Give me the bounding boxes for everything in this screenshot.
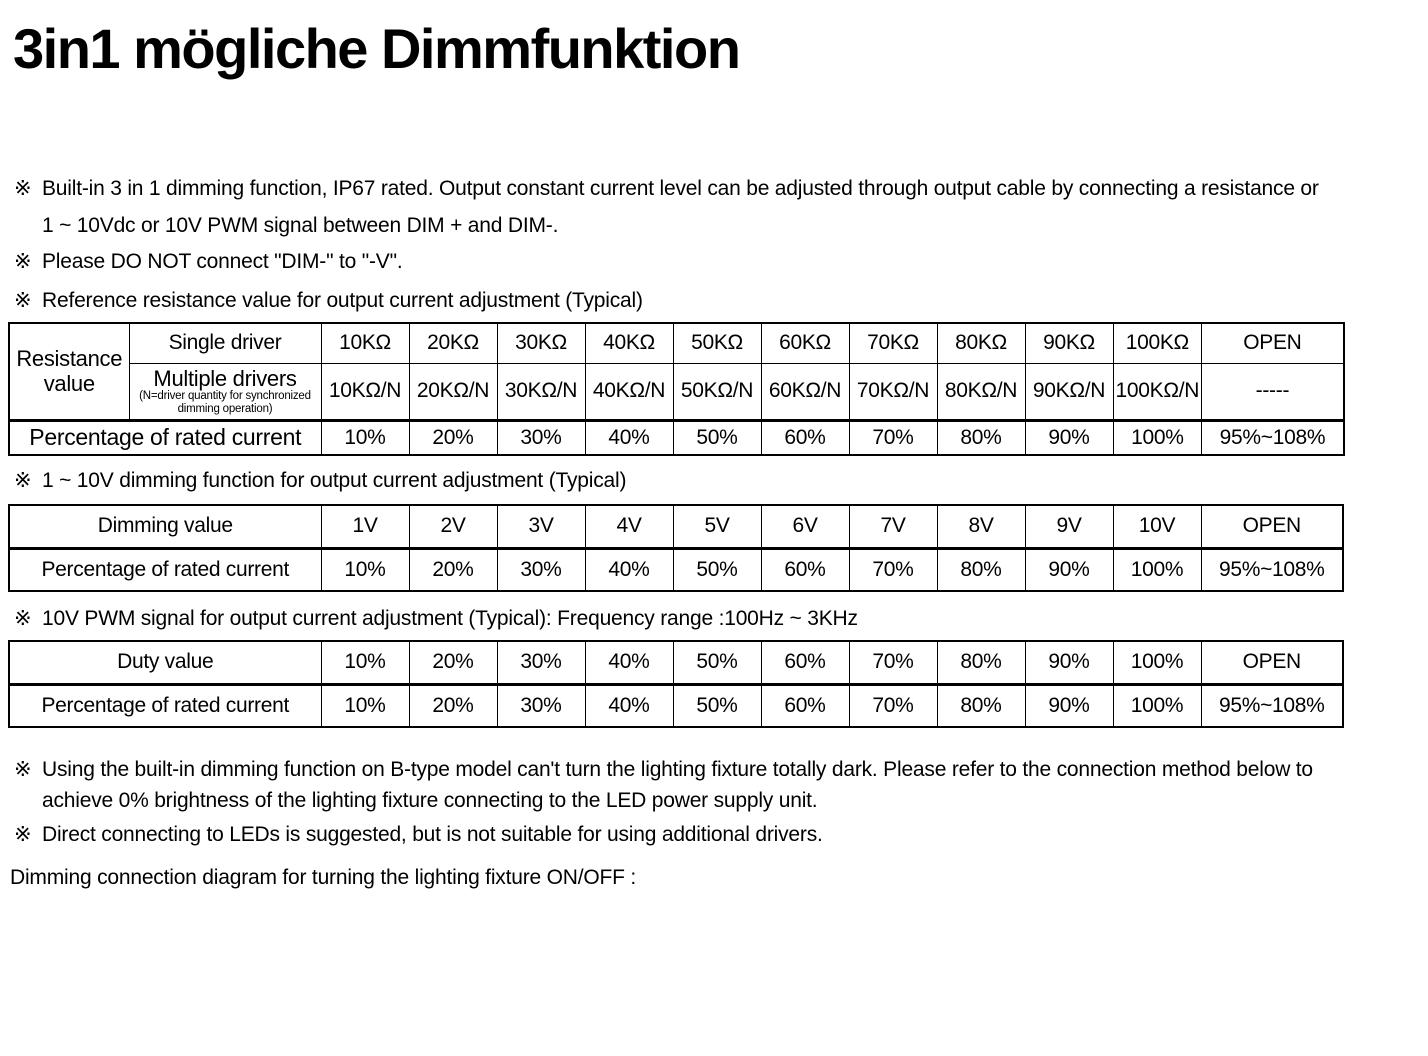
resistance-percentage-cell: 60% bbox=[761, 420, 849, 455]
duty-value-cell: OPEN bbox=[1201, 641, 1343, 684]
heading-text: Reference resistance value for output current adjustment (Typical) bbox=[42, 289, 643, 312]
resistance-percentage-cell: 10% bbox=[321, 420, 409, 455]
resistance-percentage-cell: 20% bbox=[409, 420, 497, 455]
resistance-percentage-cell: 80% bbox=[937, 420, 1025, 455]
duty-value-cell: 20% bbox=[409, 641, 497, 684]
note-text-line: 1 ~ 10Vdc or 10V PWM signal between DIM + and DIM-. bbox=[42, 214, 559, 237]
duty-percentage-cell: 90% bbox=[1025, 684, 1113, 727]
note-builtin-dimming bbox=[14, 170, 1319, 244]
pwm-table-heading bbox=[14, 606, 858, 632]
resistance-single-cell: 40KΩ bbox=[585, 323, 673, 363]
resistance-percentage-cell: 40% bbox=[585, 420, 673, 455]
resistance-multiple-cell: 100KΩ/N bbox=[1113, 363, 1202, 420]
resistance-multiple-cell: 70KΩ/N bbox=[849, 363, 937, 420]
multiple-drivers-note: (N=driver quantity for synchronized dimming operation) bbox=[139, 390, 311, 415]
duty-value-label: Duty value bbox=[9, 641, 321, 684]
duty-value-cell: 70% bbox=[849, 641, 937, 684]
dimming-percentage-cell: 60% bbox=[761, 548, 849, 591]
resistance-percentage-cell: 95%~108% bbox=[1202, 420, 1344, 455]
dimming-percentage-cell: 100% bbox=[1113, 548, 1201, 591]
resistance-single-cell: 90KΩ bbox=[1025, 323, 1113, 363]
note-text-line: achieve 0% brightness of the lighting fixture connecting to the LED power supply unit. bbox=[42, 789, 818, 812]
reference-mark-icon: ※ bbox=[14, 758, 32, 781]
note-direct-connecting bbox=[14, 822, 823, 848]
multiple-drivers-label bbox=[129, 363, 321, 420]
dimming-value-cell: OPEN bbox=[1201, 505, 1343, 548]
resistance-single-cell: 20KΩ bbox=[409, 323, 497, 363]
duty-value-cell: 50% bbox=[673, 641, 761, 684]
resistance-multiple-cell: 10KΩ/N bbox=[321, 363, 409, 420]
resistance-percentage-cell: 30% bbox=[497, 420, 585, 455]
resistance-multiple-cell: 40KΩ/N bbox=[585, 363, 673, 420]
duty-value-cell: 100% bbox=[1113, 641, 1201, 684]
dimming-value-cell: 8V bbox=[937, 505, 1025, 548]
note-btype-model bbox=[14, 754, 1313, 816]
resistance-multiple-cell: 20KΩ/N bbox=[409, 363, 497, 420]
duty-value-cell: 90% bbox=[1025, 641, 1113, 684]
duty-value-cell: 80% bbox=[937, 641, 1025, 684]
reference-mark-icon: ※ bbox=[14, 250, 32, 273]
dimming-value-cell: 7V bbox=[849, 505, 937, 548]
heading-text: 1 ~ 10V dimming function for output current adjustment (Typical) bbox=[42, 469, 627, 492]
resistance-table-heading bbox=[14, 288, 643, 314]
duty-percentage-cell: 50% bbox=[673, 684, 761, 727]
duty-percentage-cell: 10% bbox=[321, 684, 409, 727]
resistance-multiple-cell: ----- bbox=[1202, 363, 1344, 420]
dimming-value-cell: 3V bbox=[497, 505, 585, 548]
dimming-percentage-cell: 10% bbox=[321, 548, 409, 591]
note-text-line: Built-in 3 in 1 dimming function, IP67 rated. Output constant current level can be adjusted through output cable by connecting a resistance or bbox=[42, 177, 1319, 200]
resistance-percentage-cell: 50% bbox=[673, 420, 761, 455]
dimming-percentage-cell: 20% bbox=[409, 548, 497, 591]
duty-percentage-cell: 100% bbox=[1113, 684, 1201, 727]
note-text-line: Please DO NOT connect "DIM-" to "-V". bbox=[42, 250, 403, 273]
dimming-value-cell: 5V bbox=[673, 505, 761, 548]
heading-text: 10V PWM signal for output current adjustment (Typical): Frequency range :100Hz ~ 3KHz bbox=[42, 607, 858, 630]
dimming-value-label: Dimming value bbox=[9, 505, 321, 548]
note-do-not-connect bbox=[14, 249, 402, 275]
resistance-single-cell: 60KΩ bbox=[761, 323, 849, 363]
single-driver-label: Single driver bbox=[129, 323, 321, 363]
duty-value-cell: 30% bbox=[497, 641, 585, 684]
reference-mark-icon: ※ bbox=[14, 177, 32, 200]
multiple-drivers-title: Multiple drivers bbox=[153, 366, 297, 391]
dimming-percentage-cell: 50% bbox=[673, 548, 761, 591]
resistance-single-cell: 30KΩ bbox=[497, 323, 585, 363]
dimming-percentage-cell: 30% bbox=[497, 548, 585, 591]
reference-mark-icon: ※ bbox=[14, 469, 32, 492]
dimming-value-cell: 1V bbox=[321, 505, 409, 548]
diagram-caption: Dimming connection diagram for turning the lighting fixture ON/OFF : bbox=[10, 866, 636, 889]
percentage-of-rated-current-label: Percentage of rated current bbox=[9, 548, 321, 591]
note-text-line: Using the built-in dimming function on B-type model can't turn the lighting fixture totally dark. Please refer to the connection method below to bbox=[42, 758, 1313, 781]
resistance-single-cell: 70KΩ bbox=[849, 323, 937, 363]
duty-percentage-cell: 20% bbox=[409, 684, 497, 727]
page-title: 3in1 mögliche Dimmfunktion bbox=[13, 17, 740, 80]
resistance-multiple-cell: 50KΩ/N bbox=[673, 363, 761, 420]
resistance-single-cell: OPEN bbox=[1202, 323, 1344, 363]
duty-percentage-cell: 30% bbox=[497, 684, 585, 727]
duty-value-cell: 40% bbox=[585, 641, 673, 684]
percentage-of-rated-current-label: Percentage of rated current bbox=[9, 684, 321, 727]
resistance-single-cell: 50KΩ bbox=[673, 323, 761, 363]
dimming-percentage-cell: 70% bbox=[849, 548, 937, 591]
dimming-value-cell: 9V bbox=[1025, 505, 1113, 548]
duty-value-cell: 60% bbox=[761, 641, 849, 684]
resistance-single-cell: 100KΩ bbox=[1113, 323, 1202, 363]
reference-mark-icon: ※ bbox=[14, 289, 32, 312]
dimming-percentage-cell: 40% bbox=[585, 548, 673, 591]
duty-value-cell: 10% bbox=[321, 641, 409, 684]
resistance-single-cell: 10KΩ bbox=[321, 323, 409, 363]
percentage-of-rated-current-label: Percentage of rated current bbox=[9, 420, 321, 455]
duty-percentage-cell: 40% bbox=[585, 684, 673, 727]
resistance-percentage-cell: 90% bbox=[1025, 420, 1113, 455]
resistance-multiple-cell: 80KΩ/N bbox=[937, 363, 1025, 420]
reference-mark-icon: ※ bbox=[14, 823, 32, 846]
dimming-value-cell: 4V bbox=[585, 505, 673, 548]
duty-percentage-cell: 70% bbox=[849, 684, 937, 727]
duty-percentage-cell: 95%~108% bbox=[1201, 684, 1343, 727]
duty-percentage-cell: 60% bbox=[761, 684, 849, 727]
dimming-value-cell: 10V bbox=[1113, 505, 1201, 548]
duty-percentage-cell: 80% bbox=[937, 684, 1025, 727]
resistance-percentage-cell: 70% bbox=[849, 420, 937, 455]
dimming-voltage-table-heading bbox=[14, 468, 626, 494]
resistance-value-label: Resistance value bbox=[9, 323, 129, 420]
dimming-percentage-cell: 90% bbox=[1025, 548, 1113, 591]
pwm-duty-table bbox=[8, 640, 1344, 728]
dimming-percentage-cell: 80% bbox=[937, 548, 1025, 591]
dimming-percentage-cell: 95%~108% bbox=[1201, 548, 1343, 591]
resistance-table bbox=[8, 322, 1345, 456]
resistance-multiple-cell: 60KΩ/N bbox=[761, 363, 849, 420]
note-text-line: Direct connecting to LEDs is suggested, but is not suitable for using additional drivers. bbox=[42, 823, 823, 846]
dimming-voltage-table bbox=[8, 504, 1344, 592]
dimming-value-cell: 2V bbox=[409, 505, 497, 548]
resistance-multiple-cell: 90KΩ/N bbox=[1025, 363, 1113, 420]
dimming-value-cell: 6V bbox=[761, 505, 849, 548]
resistance-percentage-cell: 100% bbox=[1113, 420, 1202, 455]
resistance-single-cell: 80KΩ bbox=[937, 323, 1025, 363]
reference-mark-icon: ※ bbox=[14, 607, 32, 630]
resistance-multiple-cell: 30KΩ/N bbox=[497, 363, 585, 420]
